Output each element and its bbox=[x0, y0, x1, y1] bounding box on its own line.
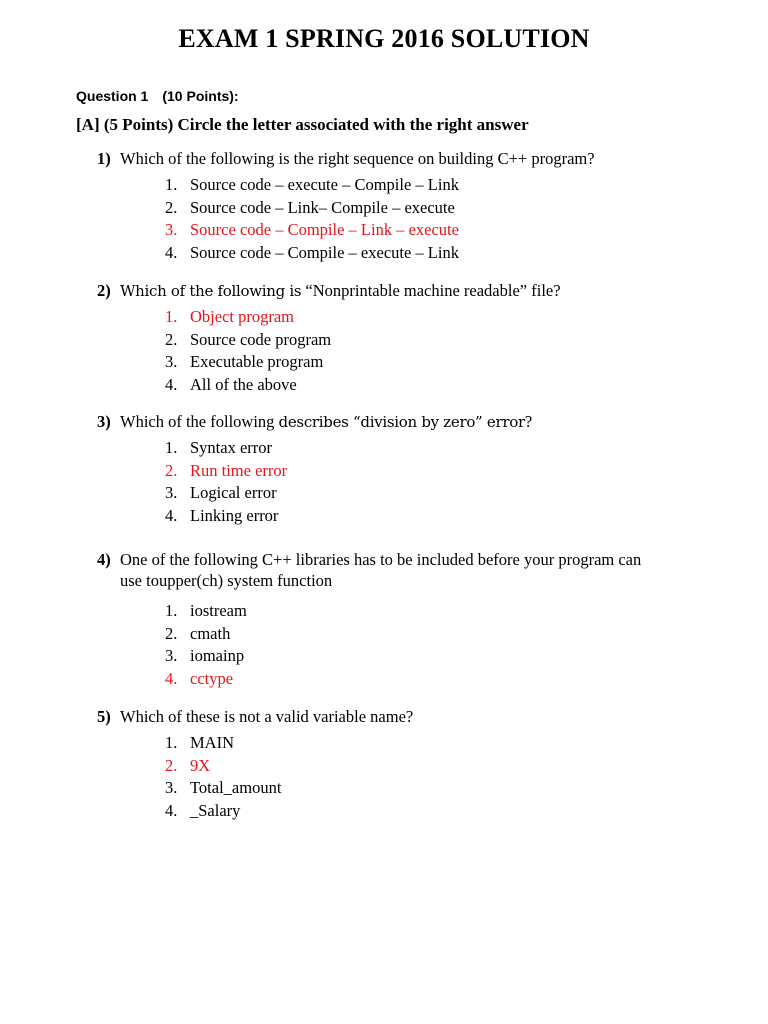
question-number: 4) bbox=[97, 550, 111, 569]
option-item[interactable]: 1. Source code – execute – Compile – Link bbox=[165, 175, 459, 194]
option-item-correct[interactable]: 3. Source code – Compile – Link – execute bbox=[165, 220, 459, 239]
option-item[interactable]: 1. iostream bbox=[165, 601, 247, 620]
option-item[interactable]: 4. Linking error bbox=[165, 505, 279, 525]
question-label: Question 1 bbox=[76, 88, 149, 104]
question-text: Which of the following is the right sequence on building C++ program? bbox=[120, 149, 595, 168]
option-item[interactable]: 3. iomainp bbox=[165, 646, 245, 665]
option-item[interactable]: 3. Total_amount bbox=[165, 778, 282, 797]
question-text: Which of the following is “Nonprintable machine readable” file? bbox=[120, 281, 561, 300]
options-list-5 bbox=[165, 732, 281, 822]
question-number: 5) bbox=[97, 707, 111, 726]
question-4 bbox=[97, 549, 707, 591]
section-instruction: [A] (5 Points) Circle the letter associated with the right answer bbox=[76, 115, 529, 134]
option-item-correct[interactable]: 4. cctype bbox=[165, 668, 234, 688]
question-number: 1) bbox=[97, 149, 111, 168]
question-5 bbox=[97, 706, 707, 727]
page-title: EXAM 1 SPRING 2016 SOLUTION bbox=[178, 24, 590, 53]
question-number: 3) bbox=[97, 412, 111, 431]
option-item-correct[interactable]: 1. Object program bbox=[165, 307, 295, 326]
question-text: Which of these is not a valid variable name? bbox=[120, 707, 414, 726]
option-item-correct[interactable]: 2. 9X bbox=[165, 755, 211, 775]
option-item[interactable]: 4. Source code – Compile – execute – Link bbox=[165, 242, 459, 262]
option-item[interactable]: 1. MAIN bbox=[165, 733, 234, 752]
question-text-line-1: One of the following C++ libraries has to be included before your program can bbox=[120, 550, 642, 569]
options-list-4 bbox=[165, 600, 247, 690]
question-text-line-2: use toupper(ch) system function bbox=[120, 571, 333, 590]
question-1 bbox=[97, 148, 707, 169]
option-item[interactable]: 2. Source code program bbox=[165, 329, 332, 349]
question-header bbox=[76, 88, 239, 104]
option-item[interactable]: 4. All of the above bbox=[165, 374, 297, 394]
question-number: 2) bbox=[97, 281, 111, 300]
option-item[interactable]: 3. Executable program bbox=[165, 352, 324, 371]
option-item[interactable]: 2. Source code – Link– Compile – execute bbox=[165, 197, 455, 217]
question-2 bbox=[97, 280, 707, 302]
options-list-1 bbox=[165, 174, 459, 264]
options-list-3 bbox=[165, 437, 287, 527]
question-points: (10 Points): bbox=[162, 88, 239, 104]
option-item[interactable]: 2. cmath bbox=[165, 623, 231, 643]
question-text: Which of the following describes “division by zero” error? bbox=[120, 412, 533, 431]
question-3 bbox=[97, 411, 707, 433]
option-item[interactable]: 3. Logical error bbox=[165, 483, 277, 502]
options-list-2 bbox=[165, 306, 331, 396]
option-item[interactable]: 4. _Salary bbox=[165, 800, 241, 820]
option-item[interactable]: 1. Syntax error bbox=[165, 438, 273, 457]
option-item-correct[interactable]: 2. Run time error bbox=[165, 460, 288, 480]
